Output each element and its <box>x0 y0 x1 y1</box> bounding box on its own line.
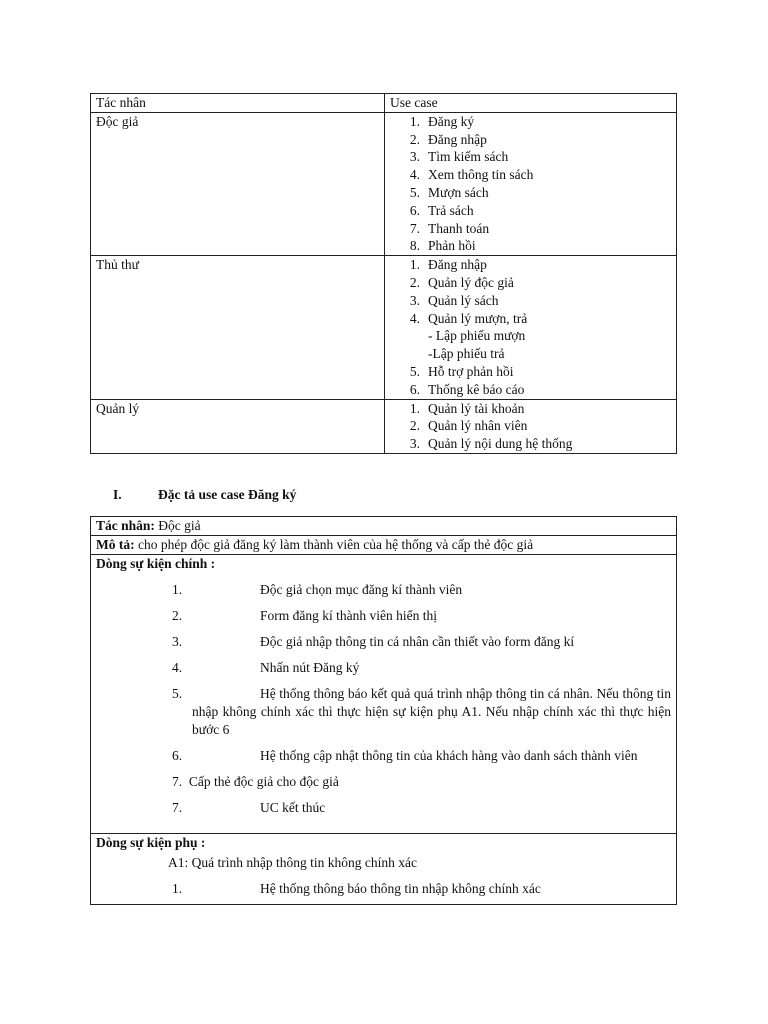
list-item: 3. Quản lý sách <box>409 292 499 308</box>
use-case-cell <box>385 256 677 399</box>
actor-cell: Độc giả <box>91 112 385 255</box>
section-number: I. <box>113 487 122 502</box>
list-item: 8. Phản hồi <box>409 238 476 254</box>
description-label: Mô tả: <box>96 537 135 552</box>
use-case-list <box>390 113 676 255</box>
actor-row <box>91 517 677 536</box>
list-item: 5. Hệ thống thông báo kết quả quá trình nhập thông tin cá nhân. Nếu thông tin nhập không chính xác thì thực hiện sự kiện phụ A1. Nếu nhập chính xác thì thực hiện bước 6 <box>172 686 671 737</box>
list-item: -Lập phiếu trả <box>428 346 505 362</box>
use-case-table <box>90 93 677 454</box>
list-item: 5. Hỗ trợ phản hồi <box>409 363 514 379</box>
main-flow-cell <box>91 555 677 834</box>
list-item: 5. Mượn sách <box>409 184 489 200</box>
table-row <box>91 256 677 399</box>
list-item: 4. Nhấn nút Đăng ký <box>172 660 360 675</box>
alt-flow-cell <box>91 834 677 905</box>
list-item: 2. Quản lý độc giả <box>409 274 514 290</box>
list-item: 7. Thanh toán <box>409 220 490 236</box>
use-case-cell <box>385 112 677 255</box>
list-item: 1. Quản lý tài khoản <box>409 400 525 416</box>
table-row <box>91 834 677 905</box>
alt-flow-title: A1: Quá trình nhập thông tin không chính xác <box>168 855 417 870</box>
main-flow-label: Dòng sự kiện chính : <box>96 556 216 571</box>
section-heading <box>113 487 296 503</box>
list-item: 1. Độc giả chọn mục đăng kí thành viên <box>172 582 463 597</box>
list-item: 3. Quản lý nội dung hệ thống <box>409 436 573 452</box>
table-row <box>91 112 677 255</box>
use-case-list <box>390 256 676 398</box>
list-item: 7. UC kết thúc <box>172 800 326 815</box>
list-item: 6. Trả sách <box>409 202 474 218</box>
list-item: 4. Xem thông tin sách <box>409 167 534 183</box>
actor-value: Độc giả <box>158 518 201 533</box>
list-item: 1. Đăng ký <box>409 113 475 129</box>
section-title: Đặc tả use case Đăng ký <box>158 487 297 502</box>
table-row <box>91 399 677 453</box>
header-actor: Tác nhân <box>91 94 385 113</box>
description-value: cho phép độc giả đăng ký làm thành viên của hệ thống và cấp thẻ độc giả <box>137 537 534 552</box>
list-item: 3. Độc giả nhập thông tin cá nhân cần thiết vào form đăng kí <box>172 634 575 649</box>
header-use-case: Use case <box>385 94 677 113</box>
list-item: 1. Hệ thống thông báo thông tin nhập không chính xác <box>172 881 541 896</box>
list-item: 6. Hệ thống cập nhật thông tin của khách hàng vào danh sách thành viên <box>172 748 638 763</box>
table-row <box>91 517 677 536</box>
list-item: 4. Quản lý mượn, trả <box>409 310 528 326</box>
list-item: 3. Tìm kiếm sách <box>409 149 509 165</box>
use-case-cell <box>385 399 677 453</box>
list-item: 2. Đăng nhập <box>409 131 487 147</box>
use-case-list <box>390 400 676 453</box>
table-row <box>91 536 677 555</box>
actor-cell: Thủ thư <box>91 256 385 399</box>
use-case-spec-table <box>90 516 677 905</box>
actor-cell: Quản lý <box>91 399 385 453</box>
actor-label: Tác nhân: <box>96 518 155 533</box>
description-row <box>91 536 677 555</box>
list-item: 2. Quản lý nhân viên <box>409 418 528 434</box>
list-item: - Lập phiếu mượn <box>428 328 526 344</box>
table-row <box>91 555 677 834</box>
list-item: 6. Thống kê báo cáo <box>409 381 525 397</box>
list-item: 1. Đăng nhập <box>409 257 487 273</box>
main-flow-steps <box>96 581 671 817</box>
list-item: 2. Form đăng kí thành viên hiển thị <box>172 608 437 623</box>
alt-flow-steps <box>96 880 671 898</box>
alt-flow-label: Dòng sự kiện phụ : <box>96 835 206 850</box>
list-item: 7. Cấp thẻ độc giả cho độc giả <box>172 774 339 789</box>
table-header-row <box>91 94 677 113</box>
